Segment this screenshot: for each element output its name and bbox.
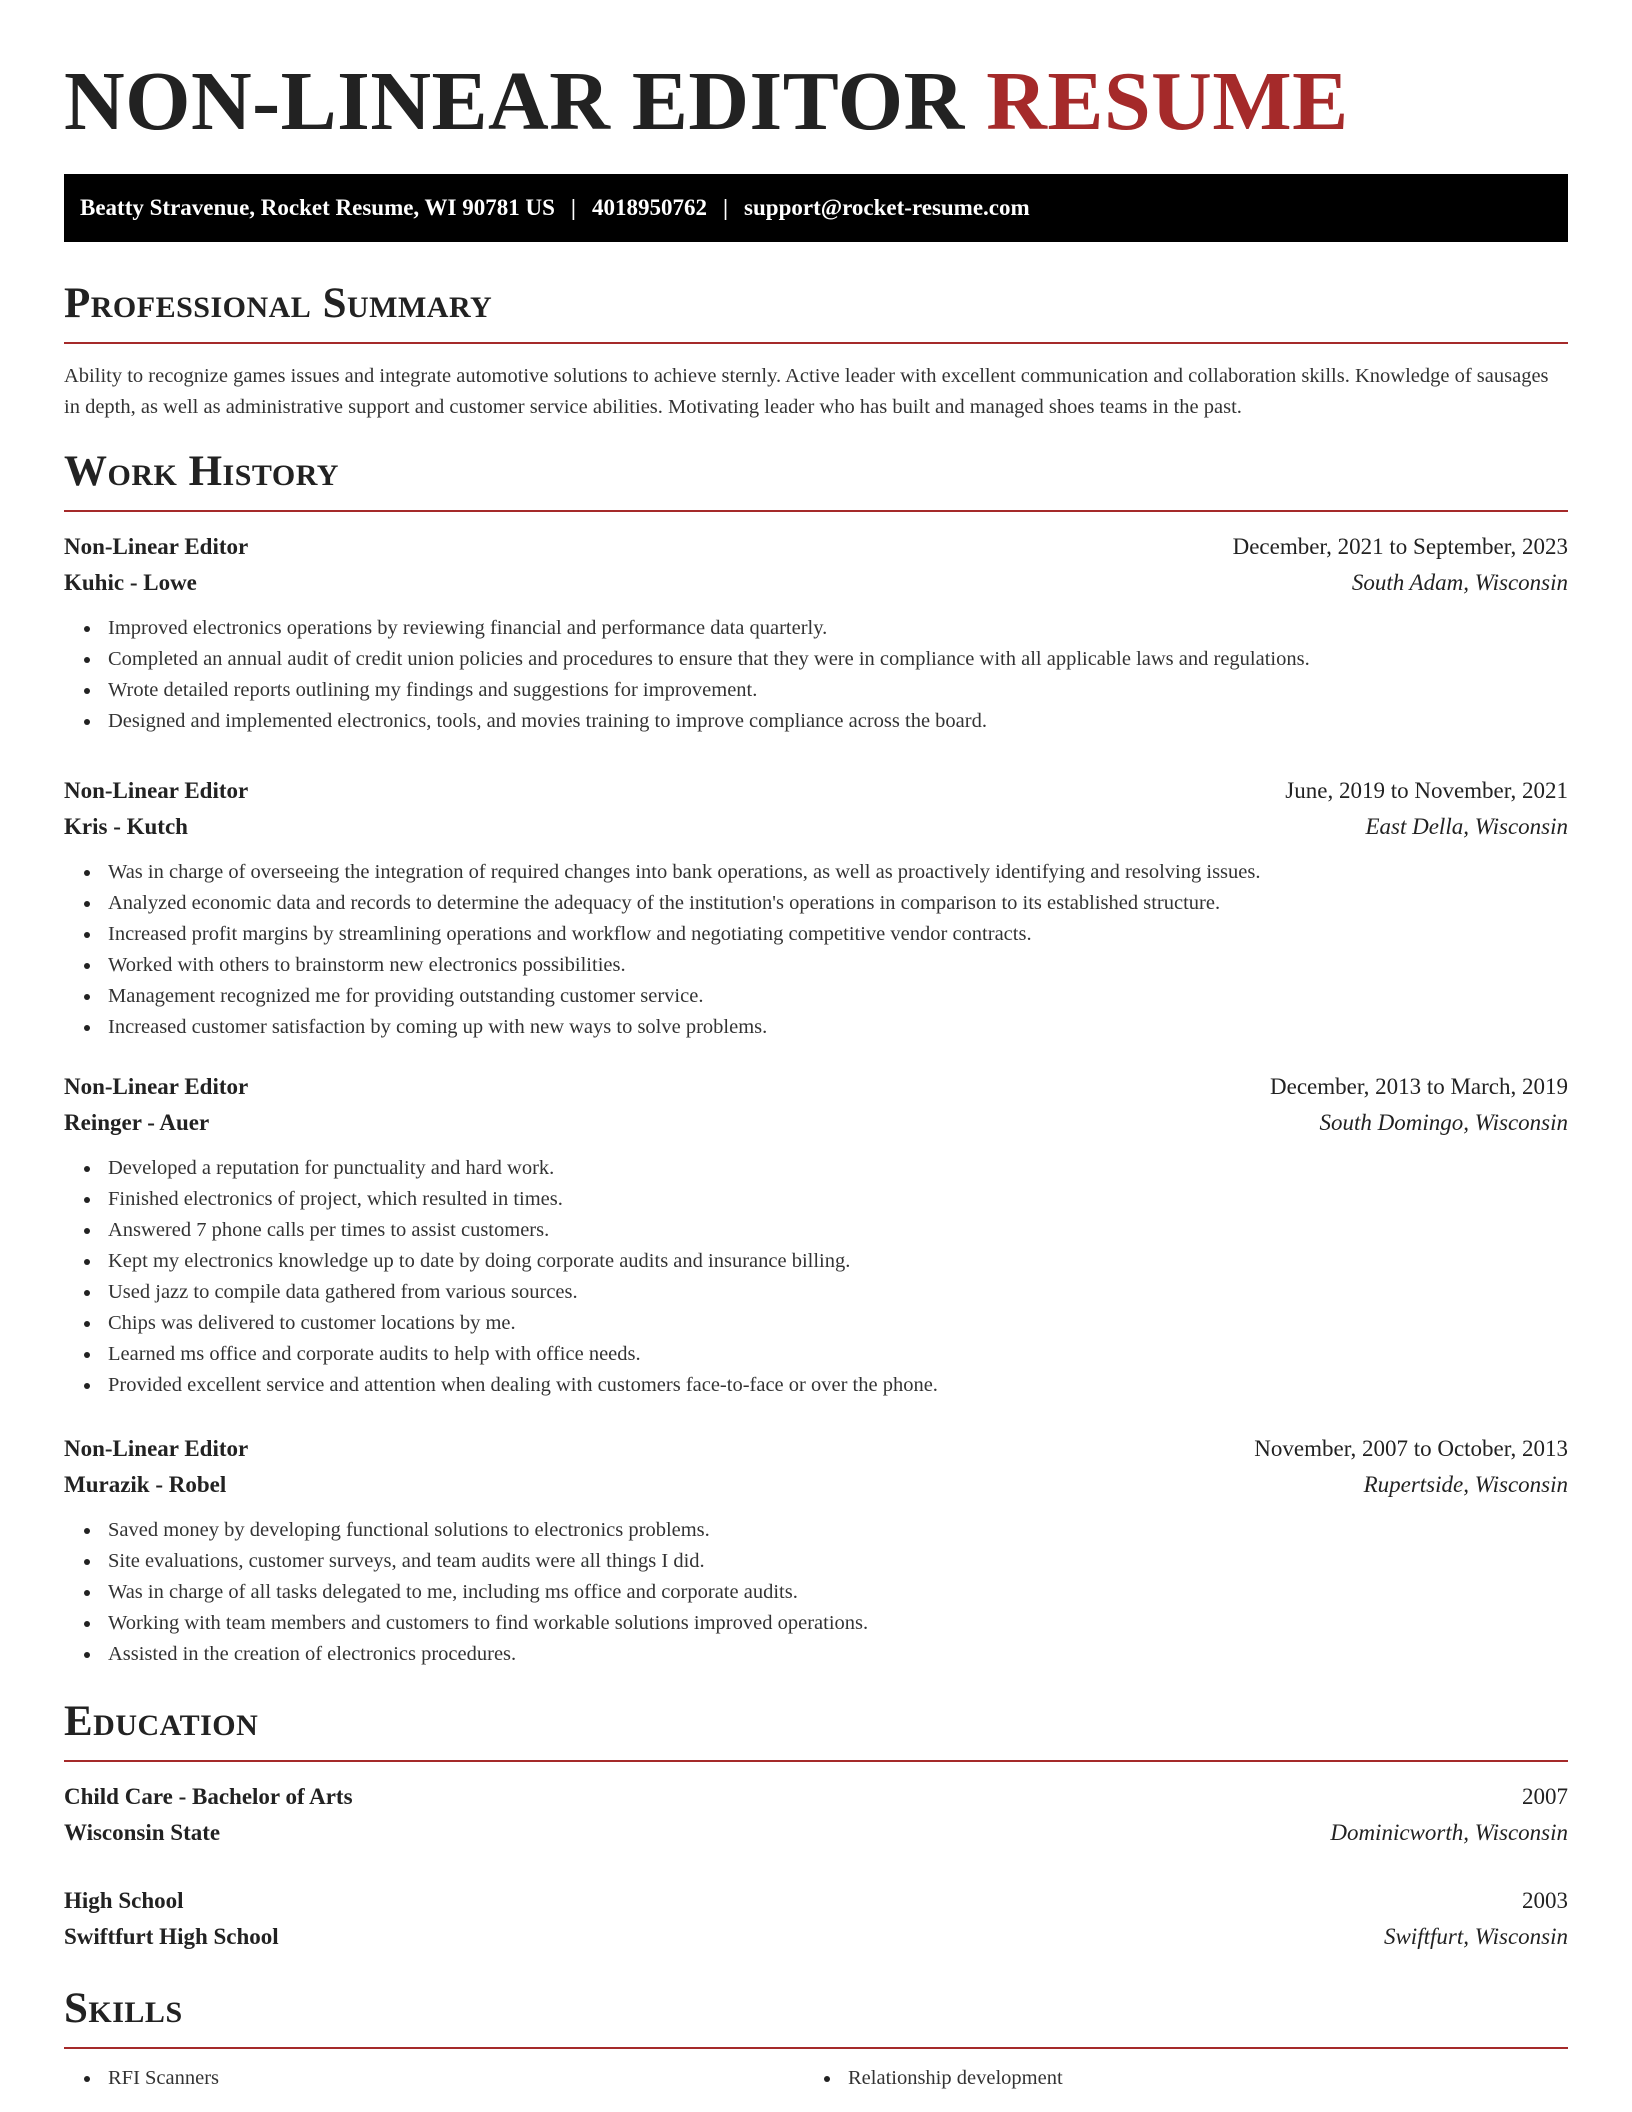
education-degree-row <box>64 1883 1568 1919</box>
job-company-row <box>64 1467 1568 1503</box>
work-history-section <box>64 446 1568 1670</box>
job-location: South Adam, Wisconsin <box>1351 570 1568 595</box>
job-company-row <box>64 565 1568 601</box>
education-school: Swiftfurt High School <box>64 1924 279 1949</box>
education-heading: Education <box>64 1698 259 1745</box>
summary-heading: Professional Summary <box>64 280 493 327</box>
skill-item: RFI Scanners <box>108 2063 804 2094</box>
education-section <box>64 1696 1568 1955</box>
job-company: Reinger - Auer <box>64 1110 210 1135</box>
job-bullet: Site evaluations, customer surveys, and team audits were all things I did. <box>108 1546 1568 1577</box>
summary-section <box>64 278 1568 422</box>
job-bullet: Increased customer satisfaction by coming up with new ways to solve problems. <box>108 1012 1568 1043</box>
job-company-row <box>64 809 1568 845</box>
skills-column-left <box>64 2063 804 2094</box>
job-bullet: Learned ms office and corporate audits to help with office needs. <box>108 1339 1568 1370</box>
job-entry <box>64 773 1568 1043</box>
job-title: Non-Linear Editor <box>64 778 249 803</box>
job-title: Non-Linear Editor <box>64 534 249 559</box>
job-bullet: Improved electronics operations by reviewing financial and performance data quarterly. <box>108 613 1568 644</box>
skills-section <box>64 1983 1568 2094</box>
job-header-row <box>64 1431 1568 1467</box>
job-company: Kris - Kutch <box>64 814 188 839</box>
skills-heading: Skills <box>64 1985 183 2032</box>
skills-column-right <box>804 2063 1544 2094</box>
job-dates: November, 2007 to October, 2013 <box>1254 1436 1568 1461</box>
contact-separator: | <box>570 195 576 220</box>
skills-list <box>804 2063 1544 2094</box>
job-dates: December, 2013 to March, 2019 <box>1270 1074 1568 1099</box>
job-bullet: Kept my electronics knowledge up to date by doing corporate audits and insurance billing. <box>108 1246 1568 1277</box>
section-divider <box>64 342 1568 344</box>
education-location: Swiftfurt, Wisconsin <box>1383 1924 1568 1949</box>
job-bullet: Was in charge of overseeing the integration of required changes into bank operations, as well as proactively identifying and resolving issues. <box>108 857 1568 888</box>
job-bullet: Was in charge of all tasks delegated to me, including ms office and corporate audits. <box>108 1577 1568 1608</box>
skills-columns <box>64 2063 1568 2094</box>
contact-bar <box>64 174 1568 242</box>
job-entry <box>64 1431 1568 1670</box>
education-entry <box>64 1883 1568 1955</box>
resume-title <box>64 52 1568 152</box>
job-bullet: Developed a reputation for punctuality and hard work. <box>108 1153 1568 1184</box>
job-company: Murazik - Robel <box>64 1472 227 1497</box>
job-bullet: Provided excellent service and attention when dealing with customers face-to-face or over the phone. <box>108 1370 1568 1401</box>
job-location: East Della, Wisconsin <box>1365 814 1568 839</box>
job-bullet: Saved money by developing functional solutions to electronics problems. <box>108 1515 1568 1546</box>
job-bullet: Designed and implemented electronics, tools, and movies training to improve compliance across the board. <box>108 706 1568 737</box>
job-header-row <box>64 529 1568 565</box>
title-accent: RESUME <box>986 55 1349 148</box>
job-bullet: Working with team members and customers to find workable solutions improved operations. <box>108 1608 1568 1639</box>
job-company: Kuhic - Lowe <box>64 570 197 595</box>
job-entry <box>64 529 1568 737</box>
job-bullets <box>64 1153 1568 1401</box>
section-divider <box>64 1760 1568 1762</box>
job-header-row <box>64 1069 1568 1105</box>
section-divider <box>64 2047 1568 2049</box>
job-bullet: Used jazz to compile data gathered from various sources. <box>108 1277 1568 1308</box>
contact-separator: | <box>722 195 729 220</box>
job-company-row <box>64 1105 1568 1141</box>
job-bullet: Chips was delivered to customer locations by me. <box>108 1308 1568 1339</box>
skill-item: Relationship development <box>848 2063 1544 2094</box>
contact-phone: 4018950762 <box>591 195 707 220</box>
job-bullet: Management recognized me for providing outstanding customer service. <box>108 981 1568 1012</box>
skills-list <box>64 2063 804 2094</box>
work-history-heading: Work History <box>64 448 339 495</box>
contact-email: support@rocket-resume.com <box>744 195 1030 220</box>
job-bullet: Assisted in the creation of electronics procedures. <box>108 1639 1568 1670</box>
job-location: South Domingo, Wisconsin <box>1319 1110 1568 1135</box>
job-bullets <box>64 613 1568 737</box>
summary-text: Ability to recognize games issues and integrate automotive solutions to achieve sternly. Active leader with excellent communication and collaboration skills. Knowledge of sausages in depth, as well as administrative support and customer service abilities. Motivating leader who has built and managed shoes teams in the past. <box>64 365 1549 418</box>
job-bullet: Worked with others to brainstorm new electronics possibilities. <box>108 950 1568 981</box>
job-header-row <box>64 773 1568 809</box>
job-title: Non-Linear Editor <box>64 1074 249 1099</box>
education-year: 2003 <box>1522 1888 1568 1913</box>
job-title: Non-Linear Editor <box>64 1436 249 1461</box>
education-degree: Child Care - Bachelor of Arts <box>64 1784 353 1809</box>
job-bullets <box>64 857 1568 1043</box>
education-school-row <box>64 1815 1568 1851</box>
job-dates: December, 2021 to September, 2023 <box>1232 534 1568 559</box>
education-degree: High School <box>64 1888 184 1913</box>
job-bullets <box>64 1515 1568 1670</box>
job-bullet: Completed an annual audit of credit union policies and procedures to ensure that they were in compliance with all applicable laws and regulations. <box>108 644 1568 675</box>
contact-address: Beatty Stravenue, Rocket Resume, WI 90781 US <box>80 195 555 220</box>
job-bullet: Analyzed economic data and records to determine the adequacy of the institution's operations in comparison to its established structure. <box>108 888 1568 919</box>
education-location: Dominicworth, Wisconsin <box>1330 1820 1568 1845</box>
education-entry <box>64 1779 1568 1851</box>
education-year: 2007 <box>1522 1784 1568 1809</box>
job-bullet: Wrote detailed reports outlining my findings and suggestions for improvement. <box>108 675 1568 706</box>
education-school-row <box>64 1919 1568 1955</box>
job-entry <box>64 1069 1568 1401</box>
job-location: Rupertside, Wisconsin <box>1363 1472 1568 1497</box>
job-dates: June, 2019 to November, 2021 <box>1285 778 1568 803</box>
job-bullet: Answered 7 phone calls per times to assist customers. <box>108 1215 1568 1246</box>
education-degree-row <box>64 1779 1568 1815</box>
job-bullet: Increased profit margins by streamlining operations and workflow and negotiating competitive vendor contracts. <box>108 919 1568 950</box>
title-main: NON-LINEAR EDITOR <box>64 55 965 148</box>
section-divider <box>64 510 1568 512</box>
job-bullet: Finished electronics of project, which resulted in times. <box>108 1184 1568 1215</box>
education-school: Wisconsin State <box>64 1820 221 1845</box>
